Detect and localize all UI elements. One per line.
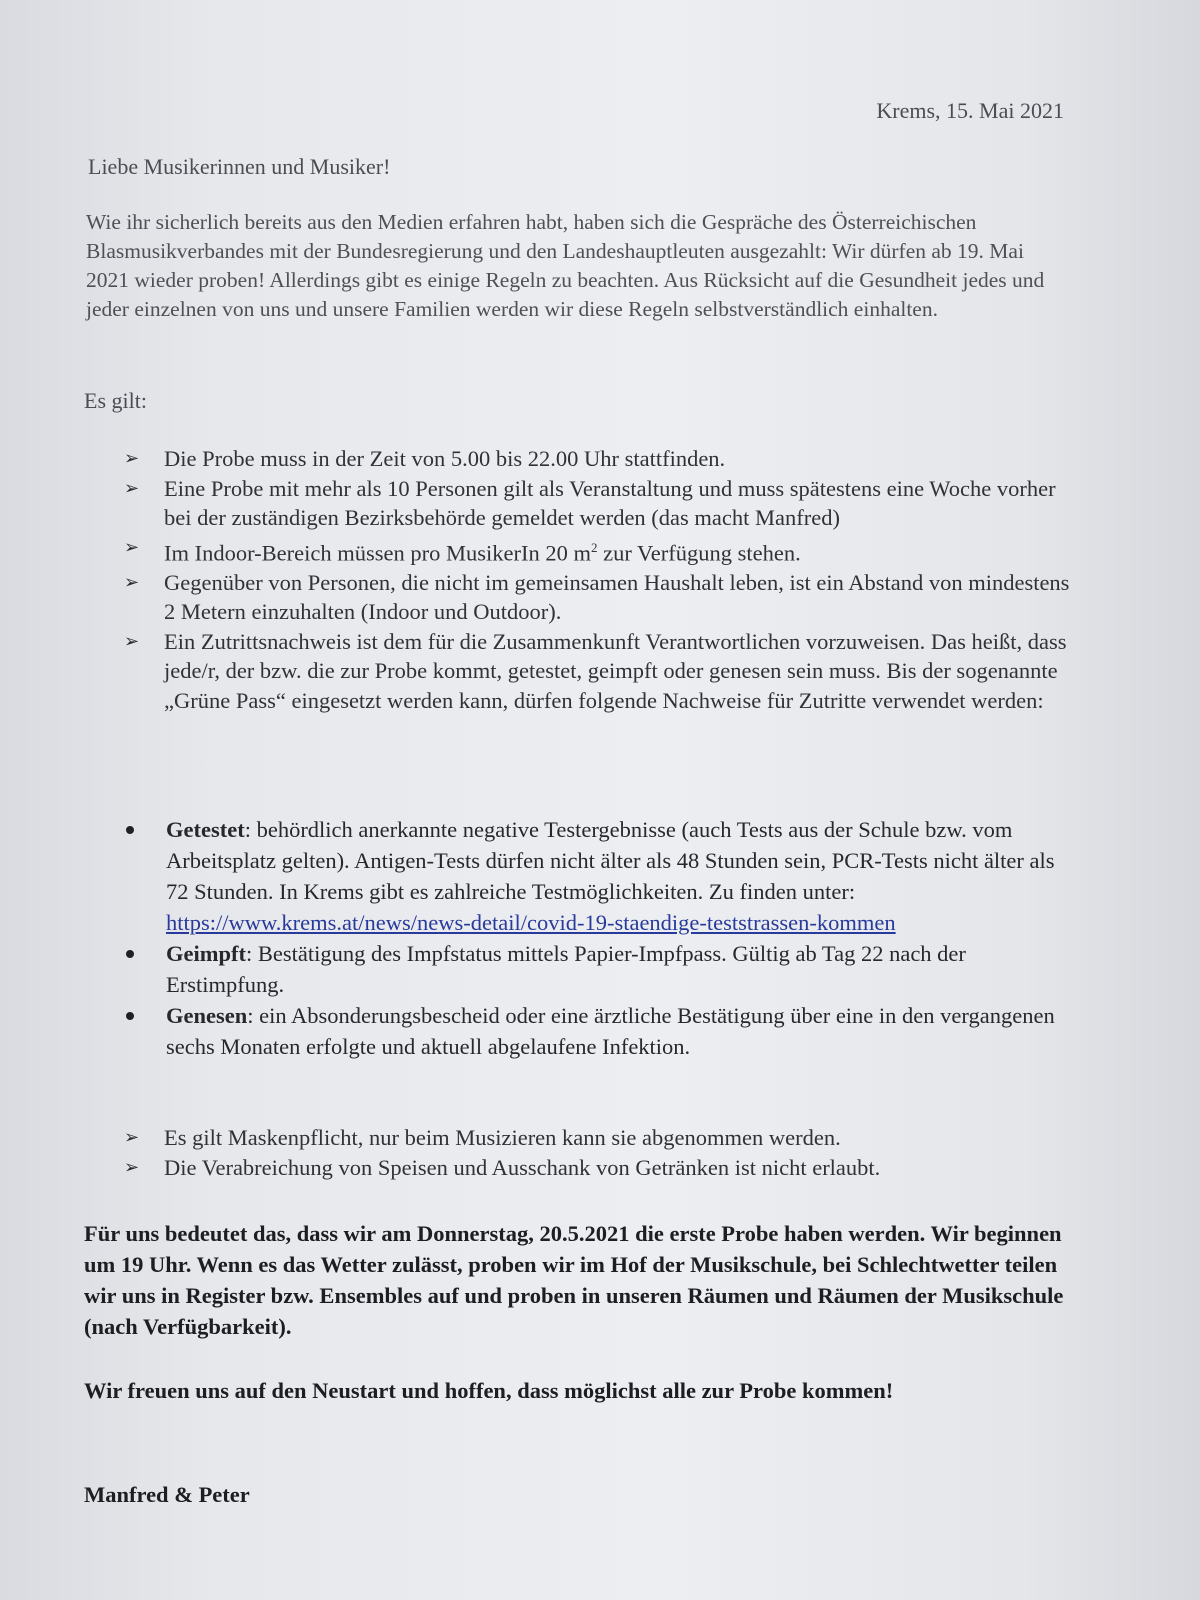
- arrow-bullet-icon: ➢: [124, 477, 140, 499]
- bullet-dot-icon: [126, 950, 134, 958]
- test-locations-link[interactable]: https://www.krems.at/news/news-detail/covid-19-staendige-teststrassen-kommen: [166, 910, 896, 935]
- rule-item: [120, 444, 1080, 474]
- proof-item-tested: [120, 814, 1080, 938]
- rule-text: Es gilt Maskenpflicht, nur beim Musizieren kann sie abgenommen werden.: [164, 1125, 841, 1150]
- rule-text: Gegenüber von Personen, die nicht im gemeinsamen Haushalt leben, ist ein Abstand von mindestens 2 Metern einzuhalten (Indoor und Outdoor).: [164, 569, 1070, 624]
- arrow-bullet-icon: ➢: [124, 448, 140, 469]
- bullet-dot-icon: [126, 826, 134, 834]
- rule-item: [120, 533, 1080, 568]
- letter-date: Krems, 15. Mai 2021: [876, 98, 1064, 123]
- arrow-bullet-icon: ➢: [124, 571, 140, 593]
- proof-text: : ein Absonderungsbescheid oder eine ärztliche Bestätigung über eine in den vergangenen sechs Monaten erfolgte und aktuell abgelaufene Infektion.: [166, 1003, 1055, 1059]
- rules-list-continued: [120, 1123, 1080, 1182]
- rule-text: Eine Probe mit mehr als 10 Personen gilt als Veranstaltung und muss spätestens eine Woche vorher bei der zuständigen Bezirksbehörde gemeldet werden (das macht Manfred): [164, 475, 1056, 530]
- closing-remark: Wir freuen uns auf den Neustart und hoffen, dass möglichst alle zur Probe kommen!: [84, 1378, 894, 1403]
- arrow-bullet-icon: ➢: [124, 1127, 140, 1148]
- rules-heading: Es gilt:: [84, 388, 147, 413]
- signature: Manfred & Peter: [84, 1482, 250, 1507]
- proof-item-vaccinated: [120, 938, 1080, 1000]
- rule-text: zur Verfügung stehen.: [597, 540, 801, 565]
- bullet-dot-icon: [126, 1012, 134, 1020]
- rule-text: Die Verabreichung von Speisen und Ausschank von Getränken ist nicht erlaubt.: [164, 1154, 881, 1180]
- arrow-bullet-icon: ➢: [124, 1156, 140, 1178]
- rule-text: Die Probe muss in der Zeit von 5.00 bis 22.00 Uhr stattfinden.: [164, 446, 726, 471]
- closing-paragraph: Für uns bedeutet das, dass wir am Donnerstag, 20.5.2021 die erste Probe haben werden. Wir beginnen um 19 Uhr. Wenn es das Wetter zulässt, proben wir im Hof der Musikschule, bei Schlechtwetter teilen wir uns in Register bzw. Ensembles auf und proben in unseren Räumen und Räumen der Musikschule (nach Verfügbarkeit).: [84, 1221, 1064, 1339]
- arrow-bullet-icon: ➢: [124, 536, 140, 558]
- proof-text: : Bestätigung des Impfstatus mittels Papier-Impfpass. Gültig ab Tag 22 nach der Erstimpfung.: [166, 941, 966, 997]
- proof-label: Geimpft: [166, 941, 246, 966]
- rule-item: [120, 1153, 1080, 1183]
- rule-item: [120, 627, 1080, 716]
- arrow-bullet-icon: ➢: [124, 630, 140, 652]
- proof-text: : behördlich anerkannte negative Testergebnisse (auch Tests aus der Schule bzw. vom Arbeitsplatz gelten). Antigen-Tests dürfen nicht älter als 48 Stunden sein, PCR-Tests nicht älter als 72 Stunden. In Krems gibt es zahlreiche Testmöglichkeiten. Zu finden unter:: [166, 817, 1055, 904]
- rules-list: [120, 444, 1080, 715]
- superscript: 2: [590, 539, 598, 555]
- salutation: Liebe Musikerinnen und Musiker!: [88, 154, 391, 179]
- rule-text: Ein Zutrittsnachweis ist dem für die Zusammenkunft Verantwortlichen vorzuweisen. Das heißt, dass jede/r, der bzw. die zur Probe kommt, getestet, geimpft oder genesen sein muss. Bis der sogenannte „Grüne Pass“ eingesetzt werden kann, dürfen folgende Nachweise für Zutritte verwendet werden:: [164, 628, 1067, 713]
- proof-item-recovered: [120, 1000, 1080, 1062]
- rule-item: [120, 568, 1080, 627]
- proof-label: Getestet: [166, 817, 245, 842]
- proof-list: [120, 814, 1080, 1062]
- rule-item: [120, 474, 1080, 533]
- rule-text: Im Indoor-Bereich müssen pro MusikerIn 20 m: [164, 540, 591, 565]
- rule-item: [120, 1123, 1080, 1153]
- intro-paragraph: Wie ihr sicherlich bereits aus den Medien erfahren habt, haben sich die Gespräche des Österreichischen Blasmusikverbandes mit der Bundesregierung und den Landeshauptleuten ausgezahlt: Wir dürfen ab 19. Mai 2021 wieder proben! Allerdings gibt es einige Regeln zu beachten. Aus Rücksicht auf die Gesundheit jedes und jeder einzelnen von uns und unsere Familien werden wir diese Regeln selbstverständlich einhalten.: [86, 210, 1045, 321]
- proof-label: Genesen: [166, 1003, 248, 1028]
